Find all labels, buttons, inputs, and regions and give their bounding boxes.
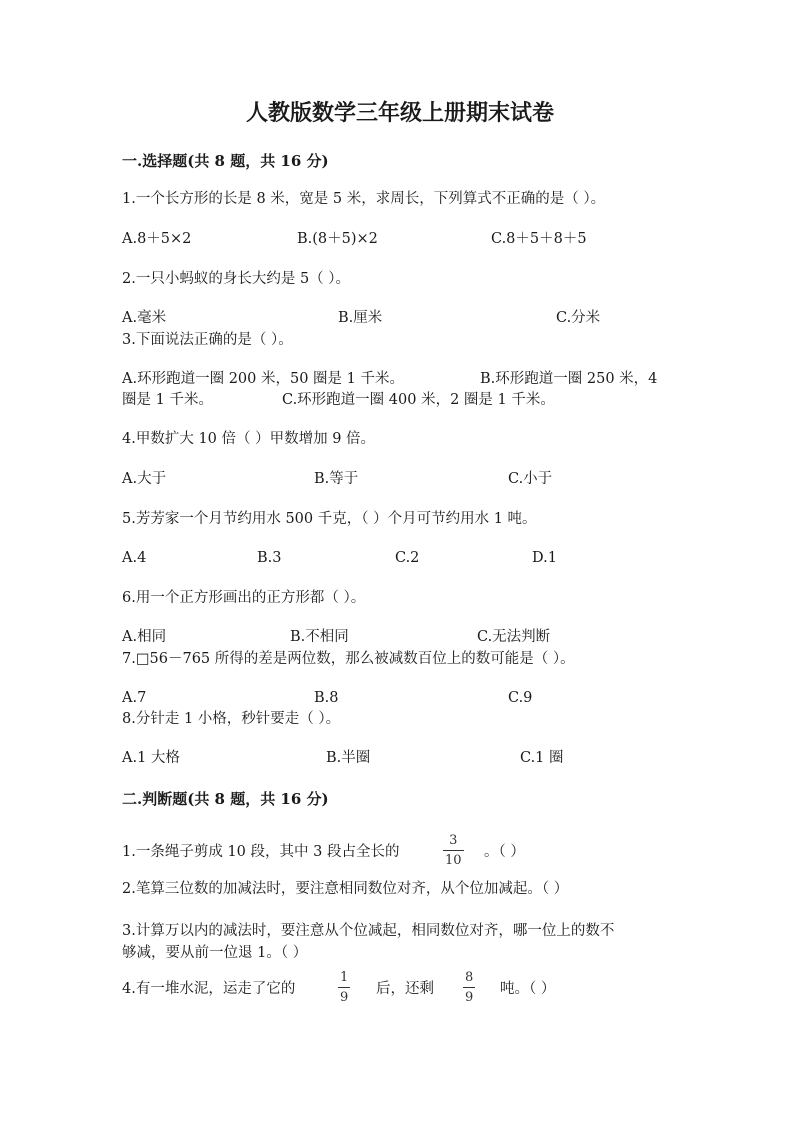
option-b: B.半圈 [326, 750, 371, 766]
judgment-q4-middle: 后，还剩 [376, 981, 434, 997]
question-text: 2.一只小蚂蚁的身长大约是 5（ ）。 [122, 271, 351, 287]
option-a: A.4 [122, 550, 147, 566]
judgment-q3-line1: 3.计算万以内的减法时，要注意从个位减起，相同数位对齐，哪一位上的数不 [122, 923, 615, 939]
question-text: 6.用一个正方形画出的正方形都（ ）。 [122, 590, 366, 606]
judgment-q3-line2: 够减，要从前一位退 1。（ ） [122, 945, 308, 961]
fraction-numerator: 8 [465, 970, 474, 985]
option-b: B.等于 [314, 471, 359, 487]
option-a: A.1 大格 [122, 750, 180, 766]
fraction-bar [338, 987, 350, 988]
judgment-q2-text: 2.笔算三位数的加减法时，要注意相同数位对齐，从个位加减起。（ ） [122, 881, 569, 897]
question-text: 3.下面说法正确的是（ ）。 [122, 332, 293, 348]
question-text: 5.芳芳家一个月节约用水 500 千克，（ ）个月可节约用水 1 吨。 [122, 511, 537, 527]
question-text: 7.□56－765 所得的差是两位数，那么被减数百位上的数可能是（ ）。 [122, 651, 575, 667]
option-b-continued: 圈是 1 千米。 [122, 392, 213, 408]
option-c: C.2 [395, 550, 420, 566]
option-b: B.3 [257, 550, 282, 566]
fraction-bar [443, 850, 464, 851]
judgment-q1-text: 1.一条绳子剪成 10 段，其中 3 段占全长的 [122, 844, 400, 860]
option-b: B.环形跑道一圈 250 米，4 [480, 371, 658, 387]
fraction-bar [463, 987, 475, 988]
option-d: D.1 [532, 550, 557, 566]
option-b: B.厘米 [338, 310, 383, 326]
option-c: C.分米 [556, 310, 601, 326]
page-title: 人教版数学三年级上册期末试卷 [245, 100, 554, 126]
judgment-q4-tail: 吨。（ ） [500, 981, 556, 997]
question-text: 4.甲数扩大 10 倍（ ）甲数增加 9 倍。 [122, 431, 376, 447]
option-a: A.毫米 [122, 310, 167, 326]
judgment-q4-text: 4.有一堆水泥，运走了它的 [122, 981, 296, 997]
option-a: A.大于 [122, 471, 167, 487]
fraction-3-10 [443, 834, 464, 867]
section-heading-judgment: 二.判断题(共 8 题，共 16 分) [122, 790, 329, 808]
judgment-q1-tail: 。（ ） [484, 844, 525, 860]
option-c: C.无法判断 [477, 629, 551, 645]
question-text: 8.分针走 1 小格，秒针要走（ ）。 [122, 711, 341, 727]
question-text: 1.一个长方形的长是 8 米，宽是 5 米，求周长，下列算式不正确的是（ ）。 [122, 191, 606, 207]
fraction-denominator: 10 [445, 853, 462, 868]
option-b: B.不相同 [290, 629, 349, 645]
fraction-numerator: 1 [340, 970, 349, 985]
option-b: B.(8＋5)×2 [297, 231, 378, 247]
fraction-denominator: 9 [465, 990, 474, 1005]
option-c: C.环形跑道一圈 400 米，2 圈是 1 千米。 [282, 392, 555, 408]
option-a: A.环形跑道一圈 200 米，50 圈是 1 千米。 [122, 371, 404, 387]
option-c: C.8＋5＋8＋5 [491, 231, 587, 247]
option-a: A.7 [122, 690, 147, 706]
option-c: C.1 圈 [520, 750, 564, 766]
fraction-8-9 [463, 971, 475, 1004]
option-a: A.相同 [122, 629, 167, 645]
fraction-denominator: 9 [340, 990, 349, 1005]
option-b: B.8 [314, 690, 339, 706]
fraction-1-9 [338, 971, 350, 1004]
option-c: C.9 [508, 690, 533, 706]
option-a: A.8＋5×2 [122, 231, 192, 247]
section-heading-choice: 一.选择题(共 8 题，共 16 分) [122, 152, 329, 170]
fraction-numerator: 3 [449, 833, 458, 848]
option-c: C.小于 [508, 471, 553, 487]
